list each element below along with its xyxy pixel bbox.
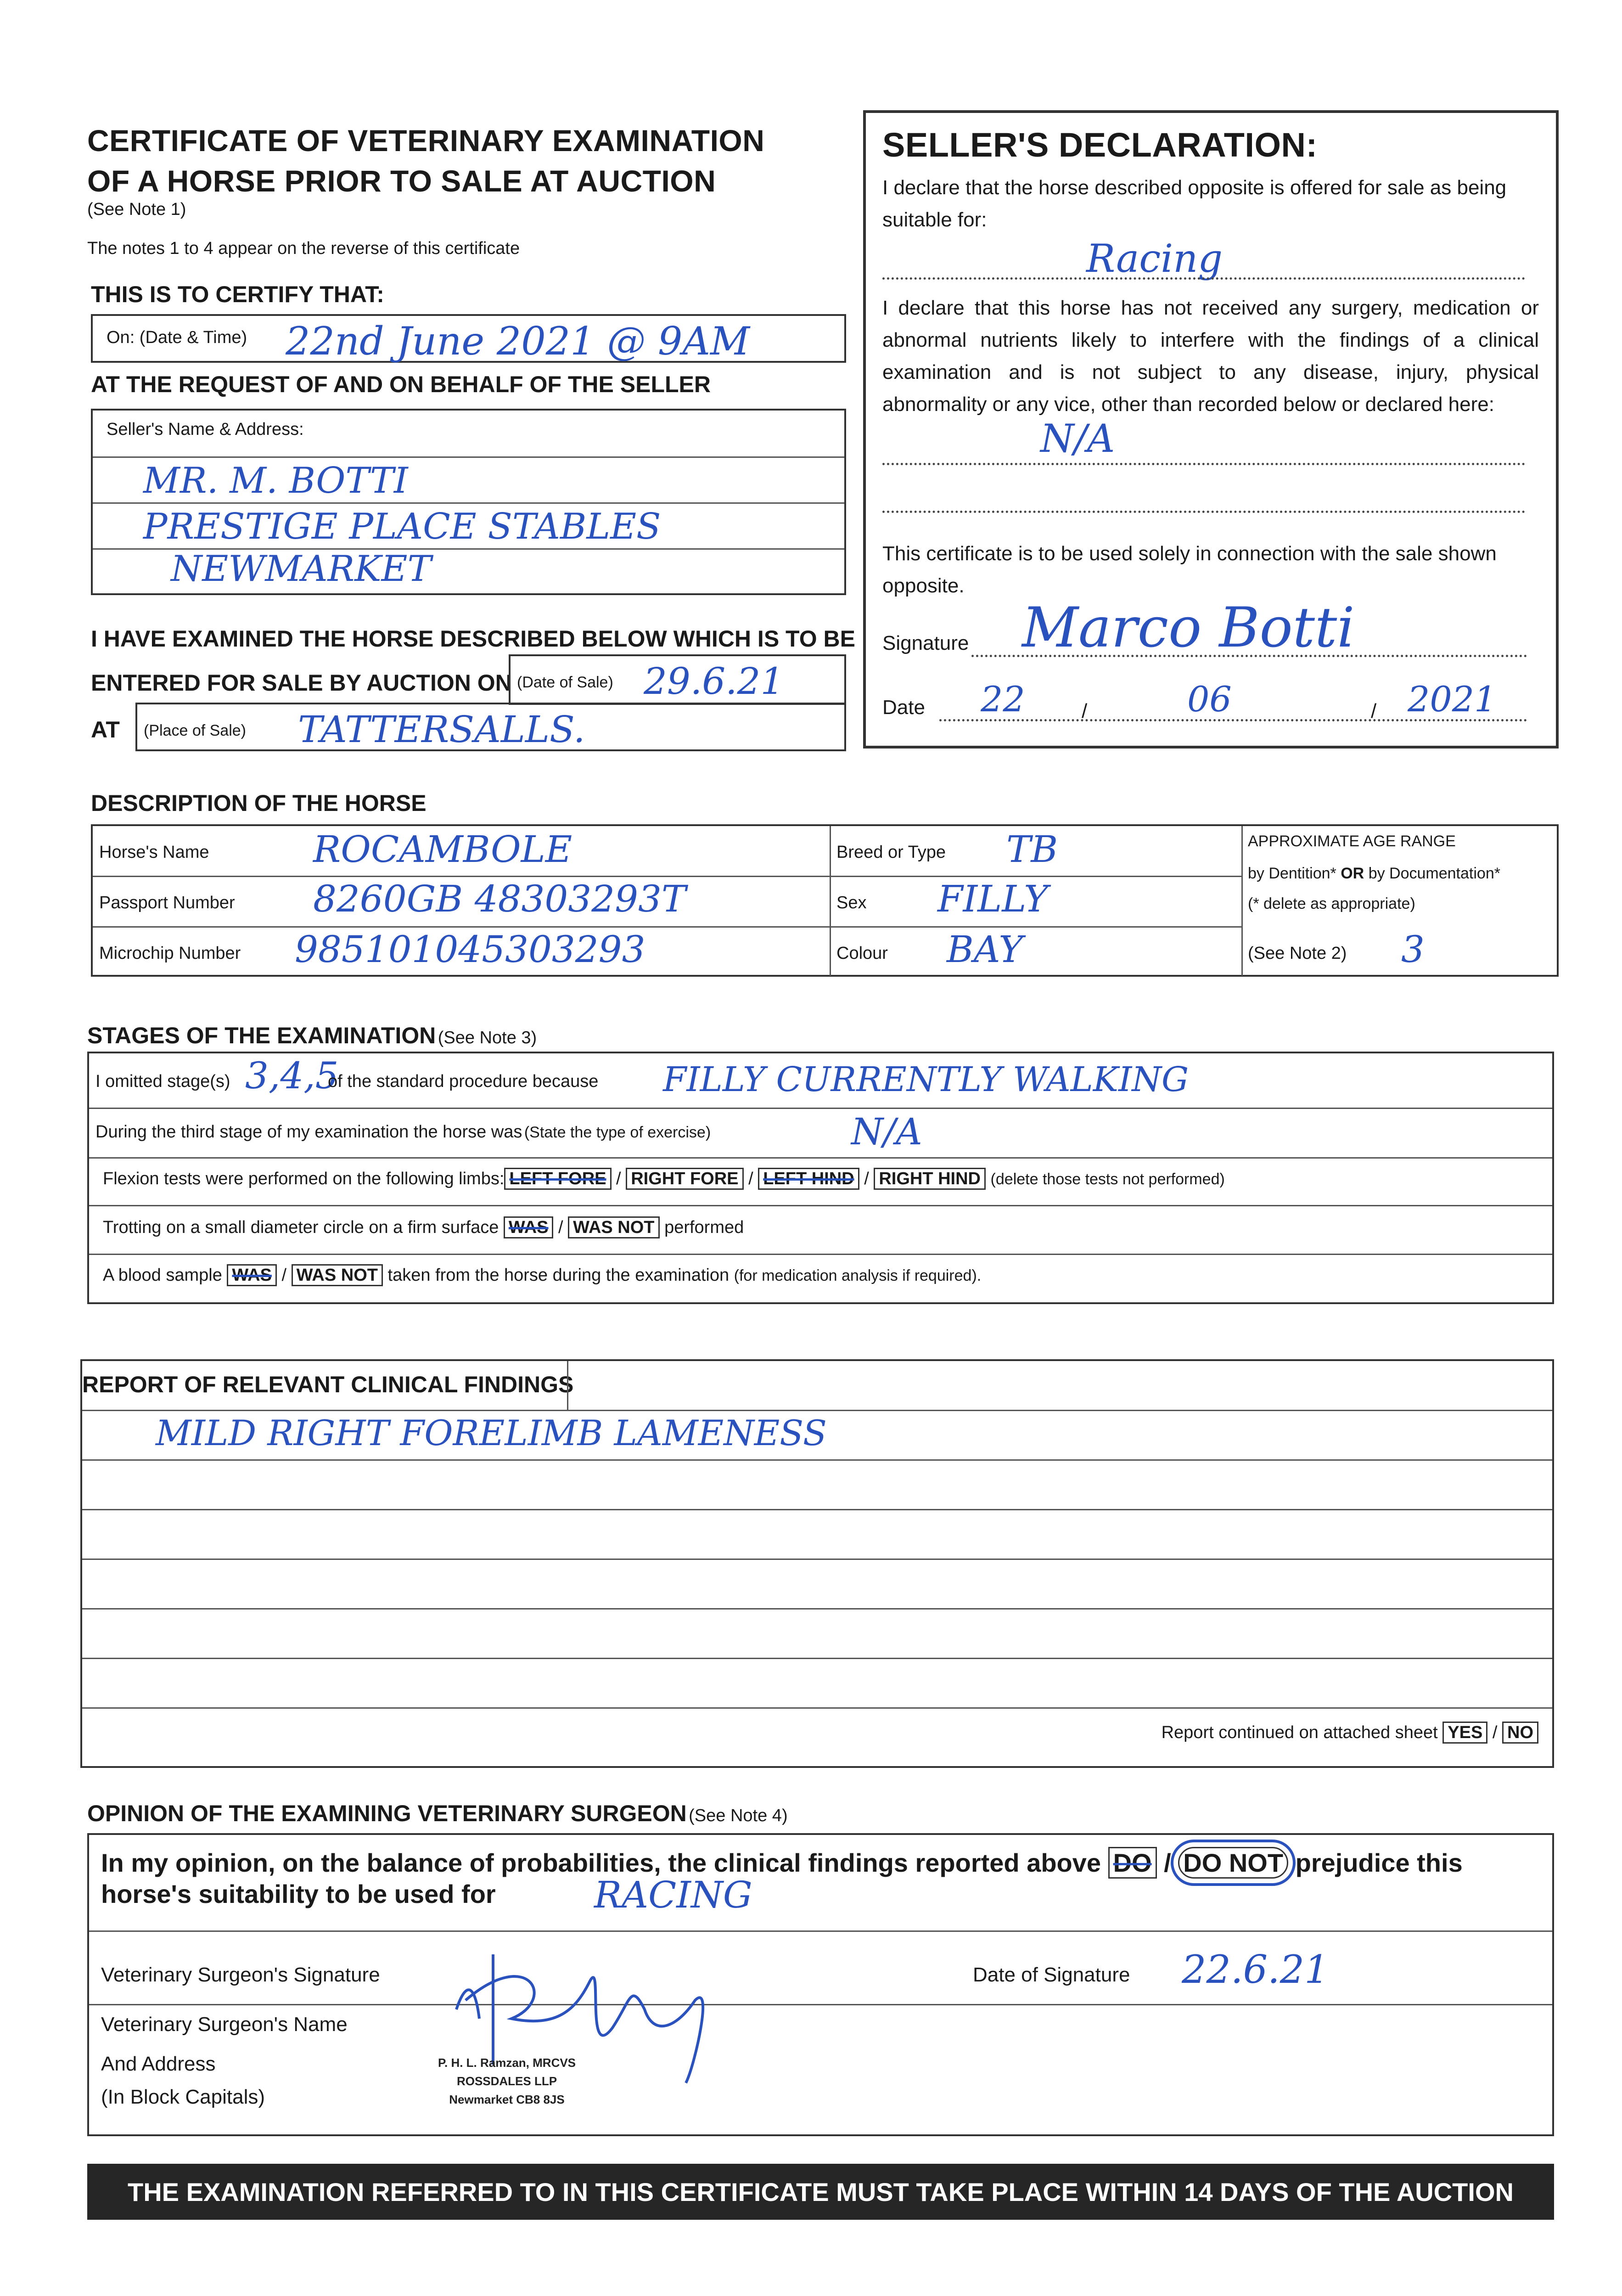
- horse-name-label: Horse's Name: [99, 843, 209, 862]
- blood-was-not[interactable]: WAS NOT: [292, 1264, 383, 1286]
- because-value[interactable]: FILLY CURRENTLY WALKING: [663, 1060, 1189, 1099]
- sex-value[interactable]: FILLY: [937, 878, 1049, 920]
- colour-value[interactable]: BAY: [947, 928, 1023, 971]
- declaration-usage: This certificate is to be used solely in connection with the sale shown opposite.: [882, 542, 1497, 597]
- clinical-findings-box[interactable]: [80, 1359, 1554, 1768]
- age-see-note: (See Note 2): [1248, 944, 1347, 963]
- used-for-value[interactable]: RACING: [594, 1874, 752, 1916]
- declaration-date-month[interactable]: 06: [1187, 679, 1232, 720]
- because-label: of the standard procedure because: [328, 1072, 599, 1091]
- passport-value[interactable]: 8260GB 48303293T: [313, 878, 686, 920]
- declaration-heading: SELLER'S DECLARATION:: [882, 126, 1318, 164]
- clinical-finding-text: MILD RIGHT FORELIMB LAMENESS: [156, 1412, 827, 1453]
- address-label: And Address: [101, 2053, 216, 2075]
- report-heading: REPORT OF RELEVANT CLINICAL FINDINGS: [82, 1372, 574, 1397]
- stages-heading: STAGES OF THE EXAMINATION (See Note 3): [87, 1023, 537, 1048]
- trotting-was-not[interactable]: WAS NOT: [568, 1216, 659, 1238]
- declaration-statement: I declare that this horse has not received any surgery, medication or abnormal nutrients likely to interfere with the findings of a clinical examination and is not subject to any disease, injury, physical abnormality or any vice, other than recorded below or declared here:: [882, 297, 1539, 416]
- place-of-sale-value: TATTERSALLS.: [298, 708, 585, 751]
- trotting-row: Trotting on a small diameter circle on a firm surface WAS / WAS NOT performed: [103, 1218, 744, 1238]
- seller-line-3: NEWMARKET: [171, 548, 432, 590]
- declaration-date-label: Date: [882, 696, 925, 719]
- date-of-signature-value[interactable]: 22.6.21: [1182, 1947, 1329, 1992]
- at-label: AT: [91, 717, 120, 743]
- seller-line-1: MR. M. BOTTI: [143, 460, 408, 501]
- vs-name-label: Veterinary Surgeon's Name: [101, 2013, 348, 2036]
- footer-banner: THE EXAMINATION REFERRED TO IN THIS CERTIFICATE MUST TAKE PLACE WITHIN 14 DAYS OF THE AUCTION: [87, 2164, 1554, 2220]
- declared-value[interactable]: N/A: [1040, 416, 1115, 461]
- blood-was[interactable]: WAS: [227, 1264, 277, 1286]
- microchip-value[interactable]: 985101045303293: [295, 928, 645, 971]
- place-of-sale-field[interactable]: [135, 703, 846, 751]
- opinion-text-line1: In my opinion, on the balance of probabilities, the clinical findings reported above DO / DO NOT prejudice this: [101, 1848, 1463, 1878]
- date-of-signature-label: Date of Signature: [973, 1964, 1130, 1986]
- block-capitals-label: (In Block Capitals): [101, 2086, 265, 2108]
- age-heading: APPROXIMATE AGE RANGE: [1248, 833, 1456, 850]
- limb-left-fore[interactable]: LEFT FORE: [504, 1168, 611, 1190]
- declaration-date-year[interactable]: 2021: [1408, 679, 1497, 720]
- examined-line2: ENTERED FOR SALE BY AUCTION ON: [91, 670, 512, 696]
- date-time-label: On: (Date & Time): [107, 328, 247, 347]
- blood-row: A blood sample WAS / WAS NOT taken from the horse during the examination (for medication analysis if required).: [103, 1266, 981, 1285]
- certificate-title-line2: OF A HORSE PRIOR TO SALE AT AUCTION: [87, 164, 716, 198]
- continued-no[interactable]: NO: [1502, 1722, 1538, 1744]
- colour-label: Colour: [836, 944, 888, 963]
- certificate-title-line1: CERTIFICATE OF VETERINARY EXAMINATION: [87, 124, 765, 158]
- limb-left-hind[interactable]: LEFT HIND: [758, 1168, 859, 1190]
- microchip-label: Microchip Number: [99, 944, 241, 963]
- sellers-declaration-panel: SELLER'S DECLARATION: I declare that the horse described opposite is offered for sale as being suitable for: Racing I declare that this horse has not received any surgery, medication or abnormal nutrients likely to interfere with the findings of a clinical examination and is not subject to any disease, injury, physical abnormality or any vice, other than recorded below or declared here: N/A This certificate is to be used solely in connection with the sale shown opposite. Signature Marco Botti Date 22 / 06 / 2021: [863, 110, 1559, 748]
- date-of-sale-value: 29.6.21: [644, 660, 784, 703]
- opinion-do-not[interactable]: DO NOT: [1178, 1847, 1288, 1879]
- date-of-sale-label: (Date of Sale): [517, 674, 613, 691]
- seller-name-address-field[interactable]: [91, 409, 846, 595]
- see-note-1: (See Note 1): [87, 200, 186, 219]
- continued-yes[interactable]: YES: [1442, 1722, 1487, 1744]
- declaration-signature-label: Signature: [882, 632, 969, 654]
- date-time-field[interactable]: [91, 314, 846, 363]
- sex-label: Sex: [836, 893, 867, 912]
- suitable-for-value[interactable]: Racing: [1086, 236, 1223, 281]
- trotting-was[interactable]: WAS: [504, 1216, 554, 1238]
- flexion-note: (delete those tests not performed): [990, 1171, 1225, 1188]
- omitted-stages-value[interactable]: 3,4,5: [245, 1054, 339, 1097]
- third-stage-label: During the third stage of my examination the horse was (State the type of exercise): [95, 1122, 711, 1142]
- third-stage-value[interactable]: N/A: [851, 1110, 922, 1153]
- horse-description-table: [91, 824, 1559, 977]
- place-of-sale-label: (Place of Sale): [144, 722, 246, 739]
- age-method: by Dentition* OR by Documentation*: [1248, 865, 1500, 882]
- omitted-label: I omitted stage(s): [95, 1072, 230, 1091]
- horse-name-value[interactable]: ROCAMBOLE: [313, 828, 572, 871]
- description-heading: DESCRIPTION OF THE HORSE: [91, 790, 427, 816]
- vs-signature-label: Veterinary Surgeon's Signature: [101, 1964, 380, 1986]
- opinion-text-line2: horse's suitability to be used for: [101, 1880, 496, 1908]
- breed-value[interactable]: TB: [1006, 828, 1058, 871]
- breed-label: Breed or Type: [836, 843, 946, 862]
- certify-heading: THIS IS TO CERTIFY THAT:: [91, 281, 384, 307]
- opinion-do[interactable]: DO: [1108, 1847, 1157, 1879]
- opinion-heading: OPINION OF THE EXAMINING VETERINARY SURGEON (See Note 4): [87, 1801, 788, 1826]
- trotting-label: Trotting on a small diameter circle on a firm surface: [103, 1218, 499, 1237]
- declaration-date-day[interactable]: 22: [981, 679, 1025, 720]
- date-time-value: 22nd June 2021 @ 9AM: [286, 319, 750, 364]
- stages-table: [87, 1052, 1554, 1304]
- passport-label: Passport Number: [99, 893, 235, 912]
- limb-right-hind[interactable]: RIGHT HIND: [874, 1168, 986, 1190]
- seller-label: Seller's Name & Address:: [107, 420, 304, 439]
- notes-line: The notes 1 to 4 appear on the reverse of this certificate: [87, 239, 520, 258]
- request-heading: AT THE REQUEST OF AND ON BEHALF OF THE SELLER: [91, 371, 711, 397]
- flexion-row: Flexion tests were performed on the following limbs: LEFT FORE / RIGHT FORE / LEFT HIND / RIGHT HIND (delete those tests not performed): [103, 1169, 1225, 1189]
- age-value[interactable]: 3: [1401, 928, 1425, 971]
- seller-signature[interactable]: Marco Botti: [1022, 596, 1355, 660]
- blood-label: A blood sample: [103, 1266, 222, 1285]
- date-of-sale-field[interactable]: [509, 654, 846, 705]
- flexion-label: Flexion tests were performed on the following limbs:: [103, 1169, 505, 1188]
- age-delete-note: (* delete as appropriate): [1248, 895, 1415, 912]
- examined-line1: I HAVE EXAMINED THE HORSE DESCRIBED BELOW WHICH IS TO BE: [91, 626, 855, 652]
- opinion-box: [87, 1833, 1554, 2136]
- limb-right-fore[interactable]: RIGHT FORE: [626, 1168, 743, 1190]
- report-continued: Report continued on attached sheet YES / NO: [1162, 1723, 1538, 1743]
- declaration-intro: I declare that the horse described opposite is offered for sale as being suitable for:: [882, 176, 1507, 231]
- vet-stamp: P. H. L. Ramzan, MRCVS ROSSDALES LLP Newmarket CB8 8JS: [438, 2056, 576, 2106]
- seller-line-2: PRESTIGE PLACE STABLES: [143, 506, 661, 547]
